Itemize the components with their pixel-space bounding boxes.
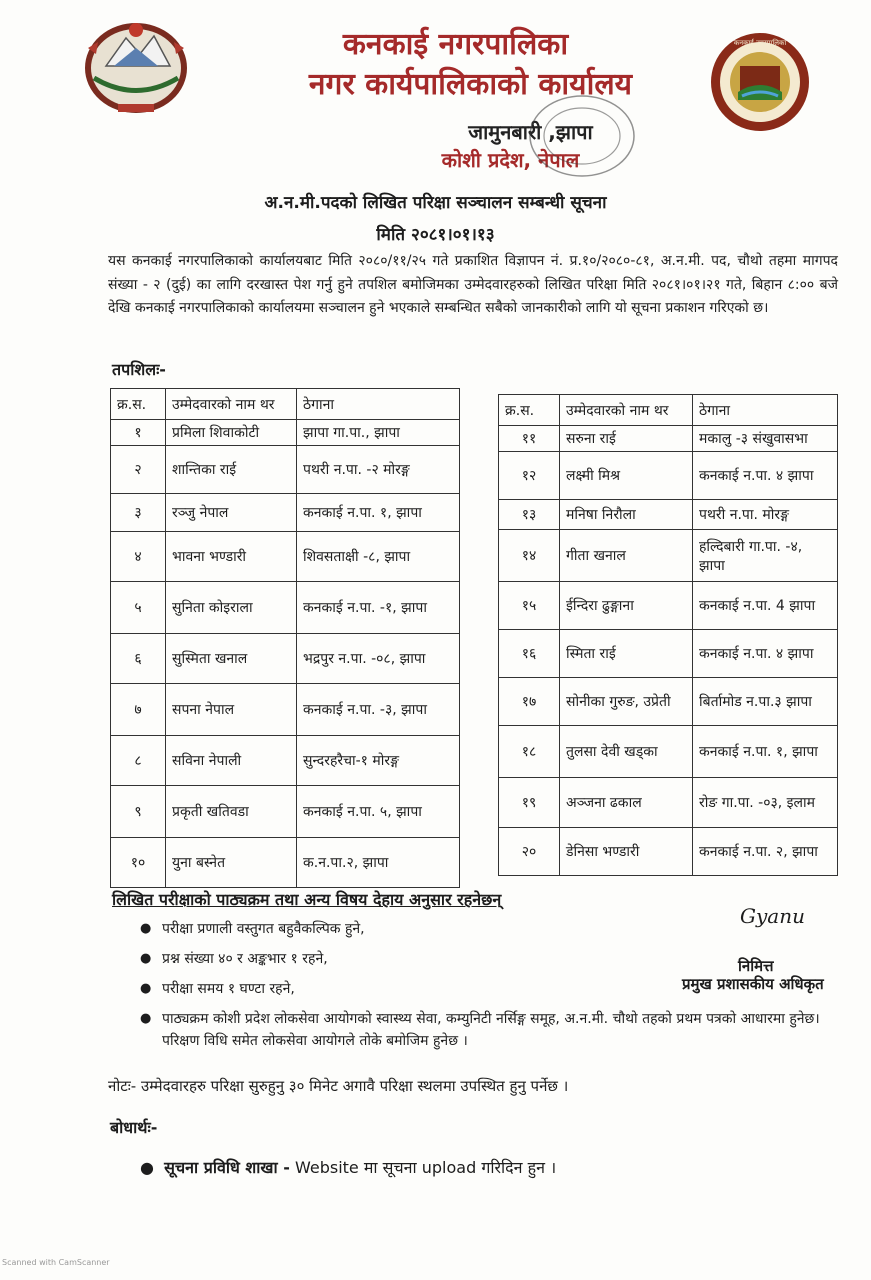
bullet-icon: ● [140,1011,152,1026]
cell-name: डेनिसा भण्डारी [560,828,693,876]
cell-name: स्मिता राई [560,630,693,678]
note-text: नोटः- उम्मेदवारहरु परिक्षा सुरुहुनु ३० मिनेट अगावै परिक्षा स्थलमा उपस्थित हुनु पर्नेछ । [108,1077,569,1095]
cell-sn: ७ [111,684,166,736]
syllabus-item: प्रश्न संख्या ४० र अङ्कभार १ रहने, [162,951,328,967]
bodharth-label: बोधार्थः- [110,1118,158,1137]
cell-sn: ११ [499,426,560,452]
table-row [111,582,460,634]
office-stamp-icon [522,86,642,186]
cell-name: प्रमिला शिवाकोटी [166,420,297,446]
cell-sn: ८ [111,736,166,786]
cell-sn: १ [111,420,166,446]
cell-address: कनकाई न.पा. ५, झापा [297,786,460,838]
table-row [111,446,460,494]
office-name: नगर कार्यपालिकाको कार्यालय [308,67,633,102]
bullet-icon: ● [140,981,152,996]
cell-name: सोनीका गुरुङ, उप्रेती [560,678,693,726]
cell-address: मकालु -३ संखुवासभा [693,426,838,452]
table-row [499,582,838,630]
table-row [499,630,838,678]
cell-sn: २० [499,828,560,876]
cell-address: बिर्तामोड न.पा.३ झापा [693,678,838,726]
cell-sn: १८ [499,726,560,778]
cell-name: मनिषा निरौला [560,500,693,530]
table-row [499,500,838,530]
cell-sn: ९ [111,786,166,838]
tapsil-label: तपशिलः- [112,360,166,379]
cell-address: कनकाई न.पा. ४ झापा [693,630,838,678]
cell-sn: ४ [111,532,166,582]
nimitta-label: निमित्त [738,957,774,975]
bullet-icon: ● [140,951,152,966]
candidates-table-right [498,394,838,876]
cell-name: सुनिता कोइराला [166,582,297,634]
col-address-header: ठेगाना [693,395,838,426]
cell-name: सपना नेपाल [166,684,297,736]
cell-name: प्रकृती खतिवडा [166,786,297,838]
municipality-logo-text: कनकाई नगरपालिका [733,39,787,47]
cell-sn: १६ [499,630,560,678]
cell-sn: ६ [111,634,166,684]
table-row [499,530,838,582]
cell-name: तुलसा देवी खड्का [560,726,693,778]
table-row [111,532,460,582]
cell-sn: १७ [499,678,560,726]
table-row [111,736,460,786]
notice-date: मिति २०८१।०१।१३ [376,225,495,245]
cell-name: लक्ष्मी मिश्र [560,452,693,500]
cell-name: गीता खनाल [560,530,693,582]
cell-address: कनकाई न.पा. १, झापा [297,494,460,532]
cell-address: कनकाई न.पा. 4 झापा [693,582,838,630]
cell-sn: १० [111,838,166,888]
cell-address: रोङ गा.पा. -०३, इलाम [693,778,838,828]
list-item [140,948,840,970]
cell-address: कनकाई न.पा. २, झापा [693,828,838,876]
cell-sn: ३ [111,494,166,532]
table-row [499,828,838,876]
list-item [140,1008,840,1052]
cell-address: हल्दिबारी गा.पा. -४, झापा [693,530,838,582]
table-header-row [111,389,460,420]
notice-intro: यस कनकाई नगरपालिकाको कार्यालयबाट मिति २०८०/११/२५ गते प्रकाशित विज्ञापन नं. प्र.१०/२०८०-८१, अ.न.मी. पद, चौथो तहमा मागपद संख्या - २ (दुई) का लागि दरखास्त पेश गर्नु हुने तपशिल बमोजिमका उम्मेदवारहरुको लिखित परिक्षा मिति २०८१।०१।२१ गते, बिहान ८:०० बजे देखि कनकाई नगरपालिकाको कार्यालयमा सञ्चालन हुने भएकाले सम्बन्धित सबैको जानकारीको लागि यो सूचना प्रकाशन गरिएको छ। [108,253,838,316]
table-row [111,420,460,446]
col-sn-header: क्र.स. [499,395,560,426]
table-row [111,786,460,838]
cell-sn: १४ [499,530,560,582]
cell-sn: १२ [499,452,560,500]
table-row [499,452,838,500]
table-row [499,778,838,828]
syllabus-item: पाठ्यक्रम कोशी प्रदेश लोकसेवा आयोगको स्वास्थ्य सेवा, कम्युनिटी नर्सिङ्ग समूह, अ.न.मी. चौथो तहको प्रथम पत्रको आधारमा हुनेछ। परिक्षण विधि समेत लोकसेवा आयोगले तोके बमोजिम हुनेछ । [162,1011,820,1049]
bullet-icon: ● [140,921,152,936]
table-row [499,426,838,452]
cell-address: कनकाई न.पा. ४ झापा [693,452,838,500]
cell-name: युना बस्नेत [166,838,297,888]
officer-title: प्रमुख प्रशासकीय अधिकृत [682,975,824,993]
col-sn-header: क्र.स. [111,389,166,420]
bodharth-item [140,1156,556,1178]
cell-name: ईन्दिरा ढुङ्गाना [560,582,693,630]
bodharth-task: Website मा सूचना upload गरिदिन हुन । [294,1158,557,1177]
cell-sn: २ [111,446,166,494]
cell-address: कनकाई न.पा. -१, झापा [297,582,460,634]
cell-sn: १९ [499,778,560,828]
table-row [111,838,460,888]
cell-address: भद्रपुर न.पा. -०८, झापा [297,634,460,684]
cell-address: शिवसताक्षी -८, झापा [297,532,460,582]
cell-name: अञ्जना ढकाल [560,778,693,828]
candidates-table-left [110,388,460,888]
cell-name: सरुना राई [560,426,693,452]
col-name-header: उम्मेदवारको नाम थर [166,389,297,420]
cell-name: सविना नेपाली [166,736,297,786]
syllabus-item: परीक्षा प्रणाली वस्तुगत बहुवैकल्पिक हुने, [162,921,365,937]
bodharth-dept: सूचना प्रविधि शाखा - [164,1158,290,1177]
address-line-1: जामुनबारी ,झापा [468,120,593,144]
scanner-watermark: Scanned with CamScanner [2,1258,110,1267]
cell-sn: ५ [111,582,166,634]
list-item [140,918,840,940]
cell-address: सुन्दरहरैचा-१ मोरङ्ग [297,736,460,786]
table-row [111,684,460,736]
bullet-icon: ● [140,1158,154,1177]
org-name: कनकाई नगरपालिका [342,27,569,62]
table-row [111,634,460,684]
table-row [111,494,460,532]
table-header-row [499,395,838,426]
col-name-header: उम्मेदवारको नाम थर [560,395,693,426]
syllabus-heading: लिखित परीक्षाको पाठ्यक्रम तथा अन्य विषय देहाय अनुसार रहनेछन् [112,890,502,909]
signature: Gyanu [740,904,805,928]
table-row [499,726,838,778]
syllabus-item: परीक्षा समय १ घण्टा रहने, [162,981,295,997]
cell-sn: १३ [499,500,560,530]
cell-address: क.न.पा.२, झापा [297,838,460,888]
col-address-header: ठेगाना [297,389,460,420]
cell-address: कनकाई न.पा. १, झापा [693,726,838,778]
cell-name: सुस्मिता खनाल [166,634,297,684]
cell-address: कनकाई न.पा. -३, झापा [297,684,460,736]
cell-name: रञ्जु नेपाल [166,494,297,532]
cell-address: झापा गा.पा., झापा [297,420,460,446]
cell-name: शान्तिका राई [166,446,297,494]
cell-sn: १५ [499,582,560,630]
table-row [499,678,838,726]
notice-subject: अ.न.मी.पदको लिखित परिक्षा सञ्चालन सम्बन्धी सूचना [264,193,607,213]
cell-name: भावना भण्डारी [166,532,297,582]
cell-address: पथरी न.पा. मोरङ्ग [693,500,838,530]
cell-address: पथरी न.पा. -२ मोरङ्ग [297,446,460,494]
address-line-2: कोशी प्रदेश, नेपाल [441,148,580,172]
